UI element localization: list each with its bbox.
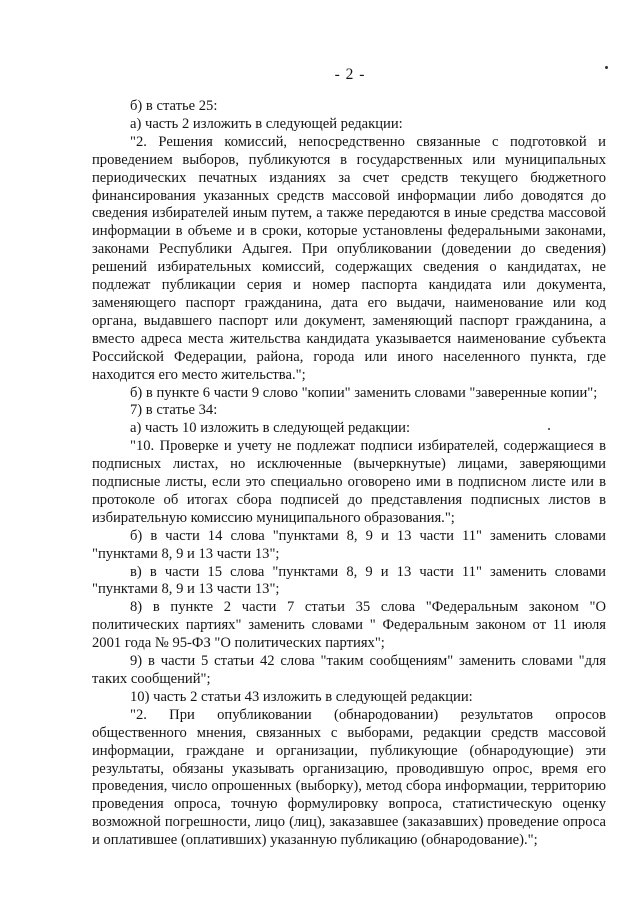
paragraph: б) в пункте 6 части 9 слово "копии" заменить словами "заверенные копии"; [130, 384, 598, 401]
paragraph: 8) в пункте 2 части 7 статьи 35 слова "Федеральным законом "О политических партиях" заменить словами " Федеральным законом от 11 июля 2001 года № 95-ФЗ "О политических партиях"; [92, 599, 606, 652]
paragraph: "2. Решения комиссий, непосредственно связанные с подготовкой и проведением выборов, публикуются в государственных или муниципальных периодических печатных изданиях за счет средств текущего бюджетного финансирования указанных средств массовой информации либо доводятся до сведения избирателей иным путем, а также передаются в иные средства массовой информации в объеме и в сроки, которые установлены федеральными законами, законами Республики Адыгея. При опубликовании (доведении до сведения) решений избирательных комиссий, содержащих сведения о кандидатах, не подлежат публикации серия и номер паспорта кандидата или документа, заменяющего паспорт гражданина, дата его выдачи, наименование или код органа, выдавшего паспорт или документ, заменяющий паспорт гражданина, а вместо адреса места жительства кандидата указывается наименование субъекта Российской Федерации, района, города или иного населенного пункта, где находится его место жительства."; [92, 133, 606, 383]
paragraph: 10) часть 2 статьи 43 изложить в следующей редакции: [130, 688, 473, 705]
paragraph: "2. При опубликовании (обнародовании) результатов опросов общественного мнения, связанных с выборами, редакции средств массовой информации, граждане и организации, публикующие (обнародующие) эти результаты, обязаны указывать организацию, проводившую опрос, время его проведения, число опрошенных (выборку), метод сбора информации, территорию проведения опроса, точную формулировку вопроса, статистическую оценку возможной погрешности, лицо (лиц), заказавшее (заказавших) проведение опроса и оплатившее (оплативших) указанную публикацию (обнародование)."; [92, 706, 606, 849]
paragraph: в) в части 15 слова "пунктами 8, 9 и 13 части 11" заменить словами "пунктами 8, 9 и 13 части 13"; [92, 563, 606, 598]
paragraph: б) в части 14 слова "пунктами 8, 9 и 13 части 11" заменить словами "пунктами 8, 9 и 13 части 13"; [92, 527, 606, 562]
scan-speck [605, 66, 608, 69]
paragraph: б) в статье 25: [130, 98, 218, 114]
paragraph: а) часть 10 изложить в следующей редакции: [130, 420, 411, 437]
page-number: - 2 - [334, 66, 366, 83]
paragraph: 9) в части 5 статьи 42 слова "таким сообщениям" заменить словами "для таких сообщений"; [92, 653, 606, 687]
paragraph: 7) в статье 34: [130, 402, 218, 419]
document-body [92, 98, 606, 850]
paragraph: "10. Проверке и учету не подлежат подписи избирателей, содержащиеся в подписных листах, но исключенные (вычеркнутые) лицами, заверяющими подписные листы, если это специально оговорено ими в подписном листе или в протоколе об итогах сбора подписей до представления подписных листов в избирательную комиссию муниципального образования."; [92, 438, 606, 526]
paragraph: а) часть 2 изложить в следующей редакции: [130, 115, 403, 132]
